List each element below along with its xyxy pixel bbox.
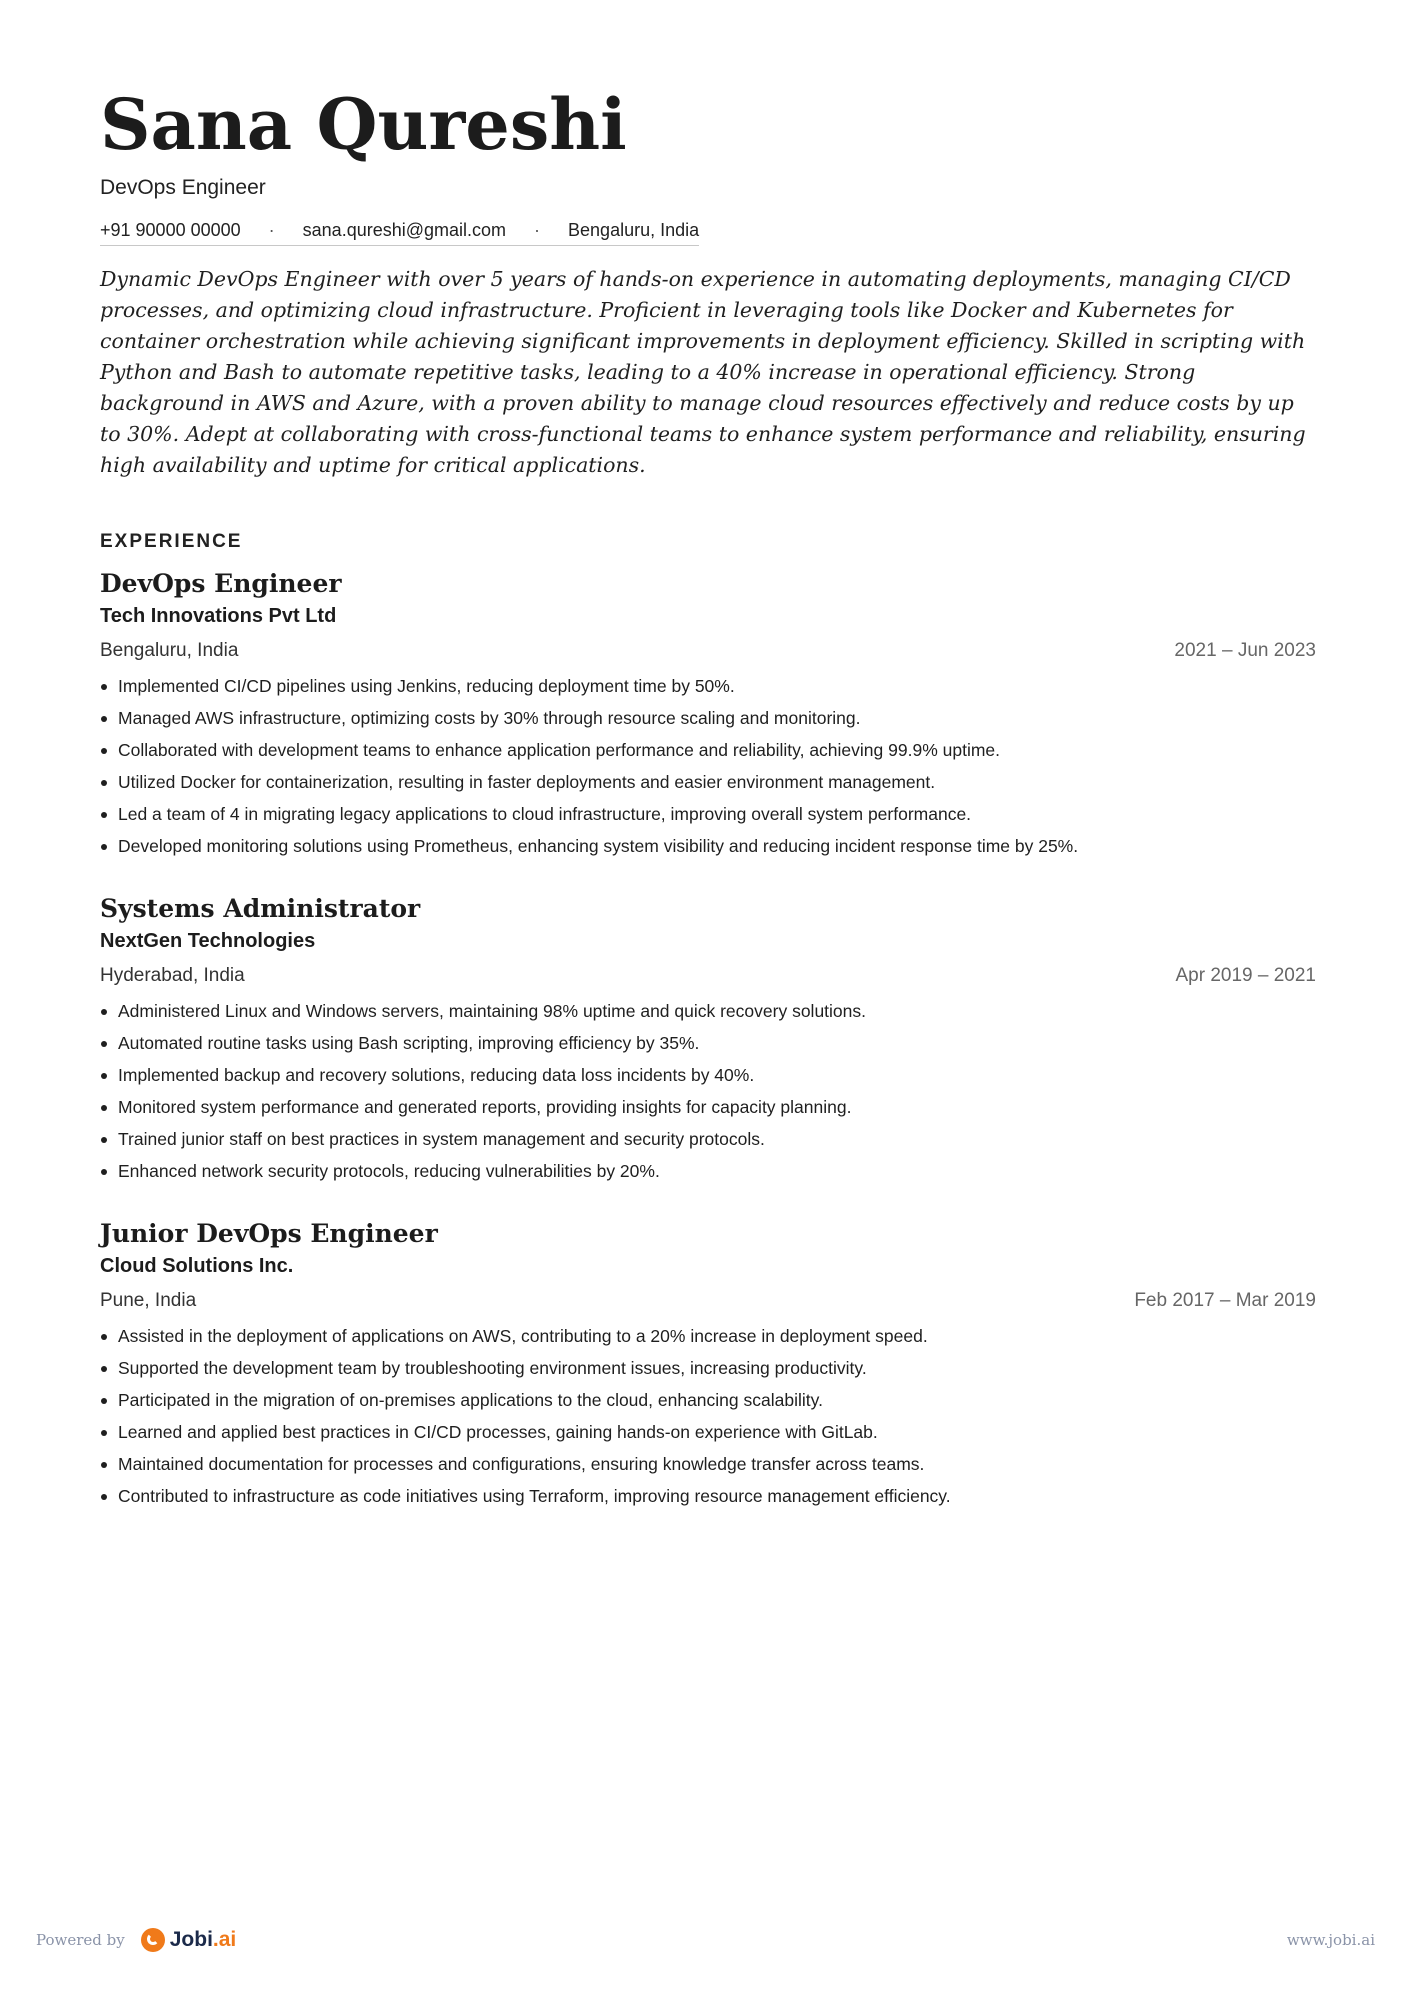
job-bullet: Administered Linux and Windows servers, maintaining 98% uptime and quick recovery solutions. [100, 995, 1316, 1027]
job-bullet: Collaborated with development teams to enhance application performance and reliability, achieving 99.9% uptime. [100, 734, 1316, 766]
job-title: DevOps Engineer [100, 569, 342, 598]
job-bullet: Developed monitoring solutions using Prometheus, enhancing system visibility and reducing incident response time by 25%. [100, 830, 1316, 862]
job-bullet: Maintained documentation for processes and configurations, ensuring knowledge transfer across teams. [100, 1448, 1316, 1480]
job-bullet: Led a team of 4 in migrating legacy applications to cloud infrastructure, improving overall system performance. [100, 798, 1316, 830]
job-bullet: Managed AWS infrastructure, optimizing costs by 30% through resource scaling and monitoring. [100, 702, 1316, 734]
job-bullet: Enhanced network security protocols, reducing vulnerabilities by 20%. [100, 1155, 1316, 1187]
job-bullet: Automated routine tasks using Bash scripting, improving efficiency by 35%. [100, 1027, 1316, 1059]
job-bullet: Learned and applied best practices in CI/CD processes, gaining hands-on experience with GitLab. [100, 1416, 1316, 1448]
job-meta [100, 640, 1316, 662]
job-bullet: Trained junior staff on best practices in system management and security protocols. [100, 1123, 1316, 1155]
job-bullet: Monitored system performance and generated reports, providing insights for capacity planning. [100, 1091, 1316, 1123]
job-company: NextGen Technologies [100, 930, 316, 952]
job-bullets [100, 1320, 1316, 1512]
contact-location: Bengaluru, India [568, 220, 700, 240]
job-bullet: Assisted in the deployment of applications on AWS, contributing to a 20% increase in deployment speed. [100, 1320, 1316, 1352]
contact-line [100, 220, 699, 246]
job-dates: Apr 2019 – 2021 [1175, 965, 1316, 986]
contact-separator: · [534, 220, 541, 240]
contact-email[interactable]: sana.qureshi@gmail.com [302, 220, 507, 240]
job-location: Hyderabad, India [100, 965, 245, 986]
candidate-role: DevOps Engineer [100, 176, 266, 199]
contact-separator: · [268, 220, 275, 240]
job-bullet: Implemented CI/CD pipelines using Jenkins, reducing deployment time by 50%. [100, 670, 1316, 702]
job-bullets [100, 670, 1316, 862]
job-bullet: Contributed to infrastructure as code initiatives using Terraform, improving resource management efficiency. [100, 1480, 1316, 1512]
job-dates: 2021 – Jun 2023 [1174, 640, 1316, 661]
job-location: Bengaluru, India [100, 640, 239, 661]
contact-phone: +91 90000 00000 [100, 220, 241, 240]
job-bullet: Supported the development team by troubleshooting environment issues, increasing productivity. [100, 1352, 1316, 1384]
job-entry [100, 1217, 1316, 1512]
job-bullet: Utilized Docker for containerization, resulting in faster deployments and easier environment management. [100, 766, 1316, 798]
job-bullets [100, 995, 1316, 1187]
job-title: Junior DevOps Engineer [100, 1219, 438, 1248]
job-entry [100, 892, 1316, 1187]
jobi-logo-text: Jobi [169, 1928, 213, 1951]
jobi-logo-suffix: .ai [212, 1928, 237, 1951]
job-meta [100, 1290, 1316, 1312]
professional-summary: Dynamic DevOps Engineer with over 5 years of hands-on experience in automating deployments, managing CI/CD processes, and optimizing cloud infrastructure. Proficient in leveraging tools like Docker and Kubernetes for container orchestration while achieving significant improvements in deployment efficiency. Skilled in scripting with Python and Bash to automate repetitive tasks, leading to a 40% increase in operational efficiency. Strong background in AWS and Azure, with a proven ability to manage cloud resources effectively and reduce costs by up to 30%. Adept at collaborating with cross-functional teams to enhance system performance and reliability, ensuring high availability and uptime for critical applications. [100, 267, 1306, 477]
job-location: Pune, India [100, 1290, 197, 1311]
job-title: Systems Administrator [100, 894, 421, 923]
powered-by-footer [36, 1928, 236, 1952]
job-company: Cloud Solutions Inc. [100, 1255, 294, 1277]
job-dates: Feb 2017 – Mar 2019 [1134, 1290, 1316, 1311]
footer-website-link[interactable]: www.jobi.ai [1286, 1931, 1375, 1949]
job-bullet: Participated in the migration of on-premises applications to the cloud, enhancing scalability. [100, 1384, 1316, 1416]
powered-by-label: Powered by [36, 1931, 125, 1949]
jobi-logo[interactable] [141, 1928, 237, 1952]
job-meta [100, 965, 1316, 987]
job-company: Tech Innovations Pvt Ltd [100, 605, 337, 627]
job-entry [100, 567, 1316, 862]
jobi-logo-icon [141, 1928, 165, 1952]
job-bullet: Implemented backup and recovery solutions, reducing data loss incidents by 40%. [100, 1059, 1316, 1091]
resume-page [100, 80, 1316, 1512]
experience-section-title: EXPERIENCE [100, 531, 243, 552]
candidate-name: Sana Qureshi [100, 83, 627, 166]
